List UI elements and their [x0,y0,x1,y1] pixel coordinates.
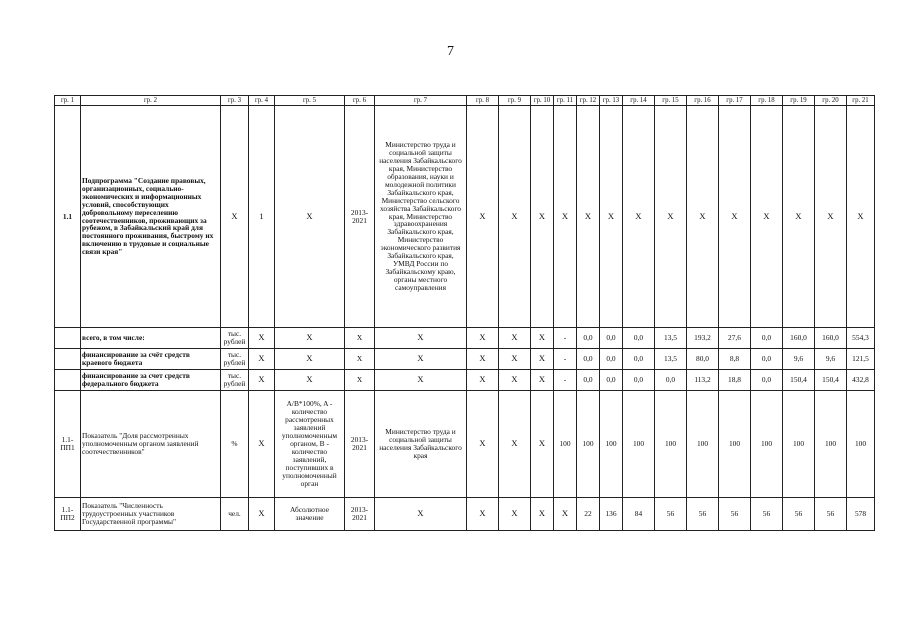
table-cell: 578 [847,498,875,531]
table-cell: X [467,391,499,498]
table-cell: 121,5 [847,349,875,370]
table-cell: тыс. рублей [221,349,249,370]
table-cell: чел. [221,498,249,531]
table-cell: X [375,349,467,370]
table-cell: 22 [577,498,600,531]
table-cell: 1.1-ПП2 [55,498,81,531]
table-cell: X [249,370,275,391]
table-cell: 18,8 [719,370,751,391]
table-cell: Подпрограмма "Создание правовых, организационных, социально-экономических и информационных условий, способствующих добровольному переселению соотечественников, проживающих за рубежом, в Забайкальский край для постоянного проживания, быстрому их включению в трудовые и социальные связи края" [81,106,221,328]
table-cell: 1.1 [55,106,81,328]
table-cell: 27,6 [719,328,751,349]
table-cell: 150,4 [815,370,847,391]
table-cell: 0,0 [577,370,600,391]
table-cell: 160,0 [783,328,815,349]
table-cell: 0,0 [577,328,600,349]
table-cell: X [375,498,467,531]
table-cell: 0,0 [751,328,783,349]
table-cell: Министерство труда и социальной защиты населения Забайкальского края [375,391,467,498]
table-cell: % [221,391,249,498]
table-cell: 1.1-ПП1 [55,391,81,498]
table-cell: X [249,349,275,370]
column-header: гр. 7 [375,96,467,106]
table-cell: 9,6 [783,349,815,370]
table-cell: 0,0 [623,370,655,391]
table-cell: X [531,370,554,391]
table-cell: 56 [719,498,751,531]
table-cell: 100 [687,391,719,498]
table-cell: 100 [815,391,847,498]
table-cell: X [467,328,499,349]
table-cell: 100 [783,391,815,498]
table-cell: 2013-2021 [345,391,375,498]
table-cell: 9,6 [815,349,847,370]
table-cell: X [719,106,751,328]
column-header: гр. 4 [249,96,275,106]
table-cell: X [847,106,875,328]
table-cell: X [600,106,623,328]
table-cell: Абсолютное значение [275,498,345,531]
table-cell [55,328,81,349]
table-cell: X [623,106,655,328]
table-cell [55,349,81,370]
table-cell: 193,2 [687,328,719,349]
table-cell: 160,0 [815,328,847,349]
table-cell: 0,0 [623,328,655,349]
table-cell: 100 [847,391,875,498]
table-cell: Министерство труда и социальной защиты населения Забайкальского края, Министерство образования, науки и молодежной политики Забайкальского края, Министерство сельского хозяйства Забайкальского края, Министерство здравоохранения Забайкальского края, Министерство экономического развития Забайкальского края, УМВД России по Забайкальскому краю, органы местного самоуправления [375,106,467,328]
table-cell: 0,0 [577,349,600,370]
table-cell: 554,3 [847,328,875,349]
table-cell: X [499,328,531,349]
table-cell: X [499,106,531,328]
table-row [55,349,875,370]
table-cell: X [499,370,531,391]
program-table [54,95,875,531]
column-header: гр. 6 [345,96,375,106]
table-cell: X [467,106,499,328]
table-cell: X [345,328,375,349]
table-cell: тыс. рублей [221,370,249,391]
table-cell: X [554,498,577,531]
table-cell: 150,4 [783,370,815,391]
table-cell: тыс. рублей [221,328,249,349]
table-cell: 0,0 [751,370,783,391]
table-cell: X [499,498,531,531]
table-cell: - [554,370,577,391]
table-cell: 56 [655,498,687,531]
column-header: гр. 19 [783,96,815,106]
table-cell: 100 [623,391,655,498]
table-cell: 100 [577,391,600,498]
column-header: гр. 1 [55,96,81,106]
table-cell: 56 [783,498,815,531]
table-cell: X [531,349,554,370]
table-cell: X [531,391,554,498]
table-cell: - [554,328,577,349]
column-header: гр. 8 [467,96,499,106]
table-cell: 0,0 [655,370,687,391]
table-cell: X [751,106,783,328]
table-cell: Показатель "Численность трудоустроенных участников Государственной программы" [81,498,221,531]
table-cell: 100 [554,391,577,498]
table-cell: 0,0 [751,349,783,370]
table-cell: X [687,106,719,328]
table-cell: 56 [815,498,847,531]
table-cell: 1 [249,106,275,328]
table-cell: X [554,106,577,328]
column-header: гр. 15 [655,96,687,106]
table-cell: 0,0 [600,370,623,391]
header-row [55,96,875,106]
table-row [55,106,875,328]
column-header: гр. 3 [221,96,249,106]
table-cell: X [275,370,345,391]
table-cell: X [467,370,499,391]
column-header: гр. 9 [499,96,531,106]
table-cell: 136 [600,498,623,531]
table-row [55,328,875,349]
table-cell: 100 [655,391,687,498]
table-cell: X [531,106,554,328]
table-cell: всего, в том числе: [81,328,221,349]
table-cell: 113,2 [687,370,719,391]
table-row [55,370,875,391]
table-cell: финансирование за счёт средств краевого бюджета [81,349,221,370]
column-header: гр. 10 [531,96,554,106]
table-cell: X [345,349,375,370]
column-header: гр. 18 [751,96,783,106]
column-header: гр. 21 [847,96,875,106]
table-cell: 13,5 [655,349,687,370]
table-cell: X [531,328,554,349]
table-cell: 13,5 [655,328,687,349]
table-cell: 2013-2021 [345,106,375,328]
column-header: гр. 13 [600,96,623,106]
column-header: гр. 17 [719,96,751,106]
table-cell: X [499,391,531,498]
table-cell: 80,0 [687,349,719,370]
table-cell: финансирование за счет средств федерального бюджета [81,370,221,391]
column-header: гр. 5 [275,96,345,106]
table-cell: X [577,106,600,328]
table-cell: 84 [623,498,655,531]
table-cell: X [783,106,815,328]
table-row [55,391,875,498]
table-cell: 8,8 [719,349,751,370]
column-header: гр. 2 [81,96,221,106]
table-cell: X [275,349,345,370]
column-header: гр. 16 [687,96,719,106]
table-cell: X [249,328,275,349]
table-cell: X [249,498,275,531]
table-cell: X [815,106,847,328]
table-cell: 0,0 [600,349,623,370]
table-cell: 0,0 [600,328,623,349]
table-cell: X [499,349,531,370]
table-cell: 0,0 [623,349,655,370]
table-cell [55,370,81,391]
table-cell: X [275,106,345,328]
table-cell: X [375,328,467,349]
table-cell: X [467,498,499,531]
table-cell: 100 [600,391,623,498]
table-cell: X [345,370,375,391]
table-cell: X [375,370,467,391]
table-cell: X [531,498,554,531]
table-cell: X [467,349,499,370]
page-number: 7 [447,44,454,59]
table-cell: X [249,391,275,498]
column-header: гр. 11 [554,96,577,106]
table-cell: - [554,349,577,370]
table-cell: 56 [751,498,783,531]
table-cell: 100 [719,391,751,498]
column-header: гр. 12 [577,96,600,106]
table-cell: 432,8 [847,370,875,391]
table-cell: X [275,328,345,349]
table-cell: 100 [751,391,783,498]
table-cell: 56 [687,498,719,531]
column-header: гр. 14 [623,96,655,106]
table-cell: A/B*100%, A - количество рассмотренных заявлений уполномоченным органом, B - количество заявлений, поступивших в уполномоченный орган [275,391,345,498]
table-cell: X [655,106,687,328]
table-cell: Показатель "Доля рассмотренных уполномоченным органом заявлений соотечественников" [81,391,221,498]
table-row [55,498,875,531]
table-cell: 2013-2021 [345,498,375,531]
table-cell: X [221,106,249,328]
column-header: гр. 20 [815,96,847,106]
